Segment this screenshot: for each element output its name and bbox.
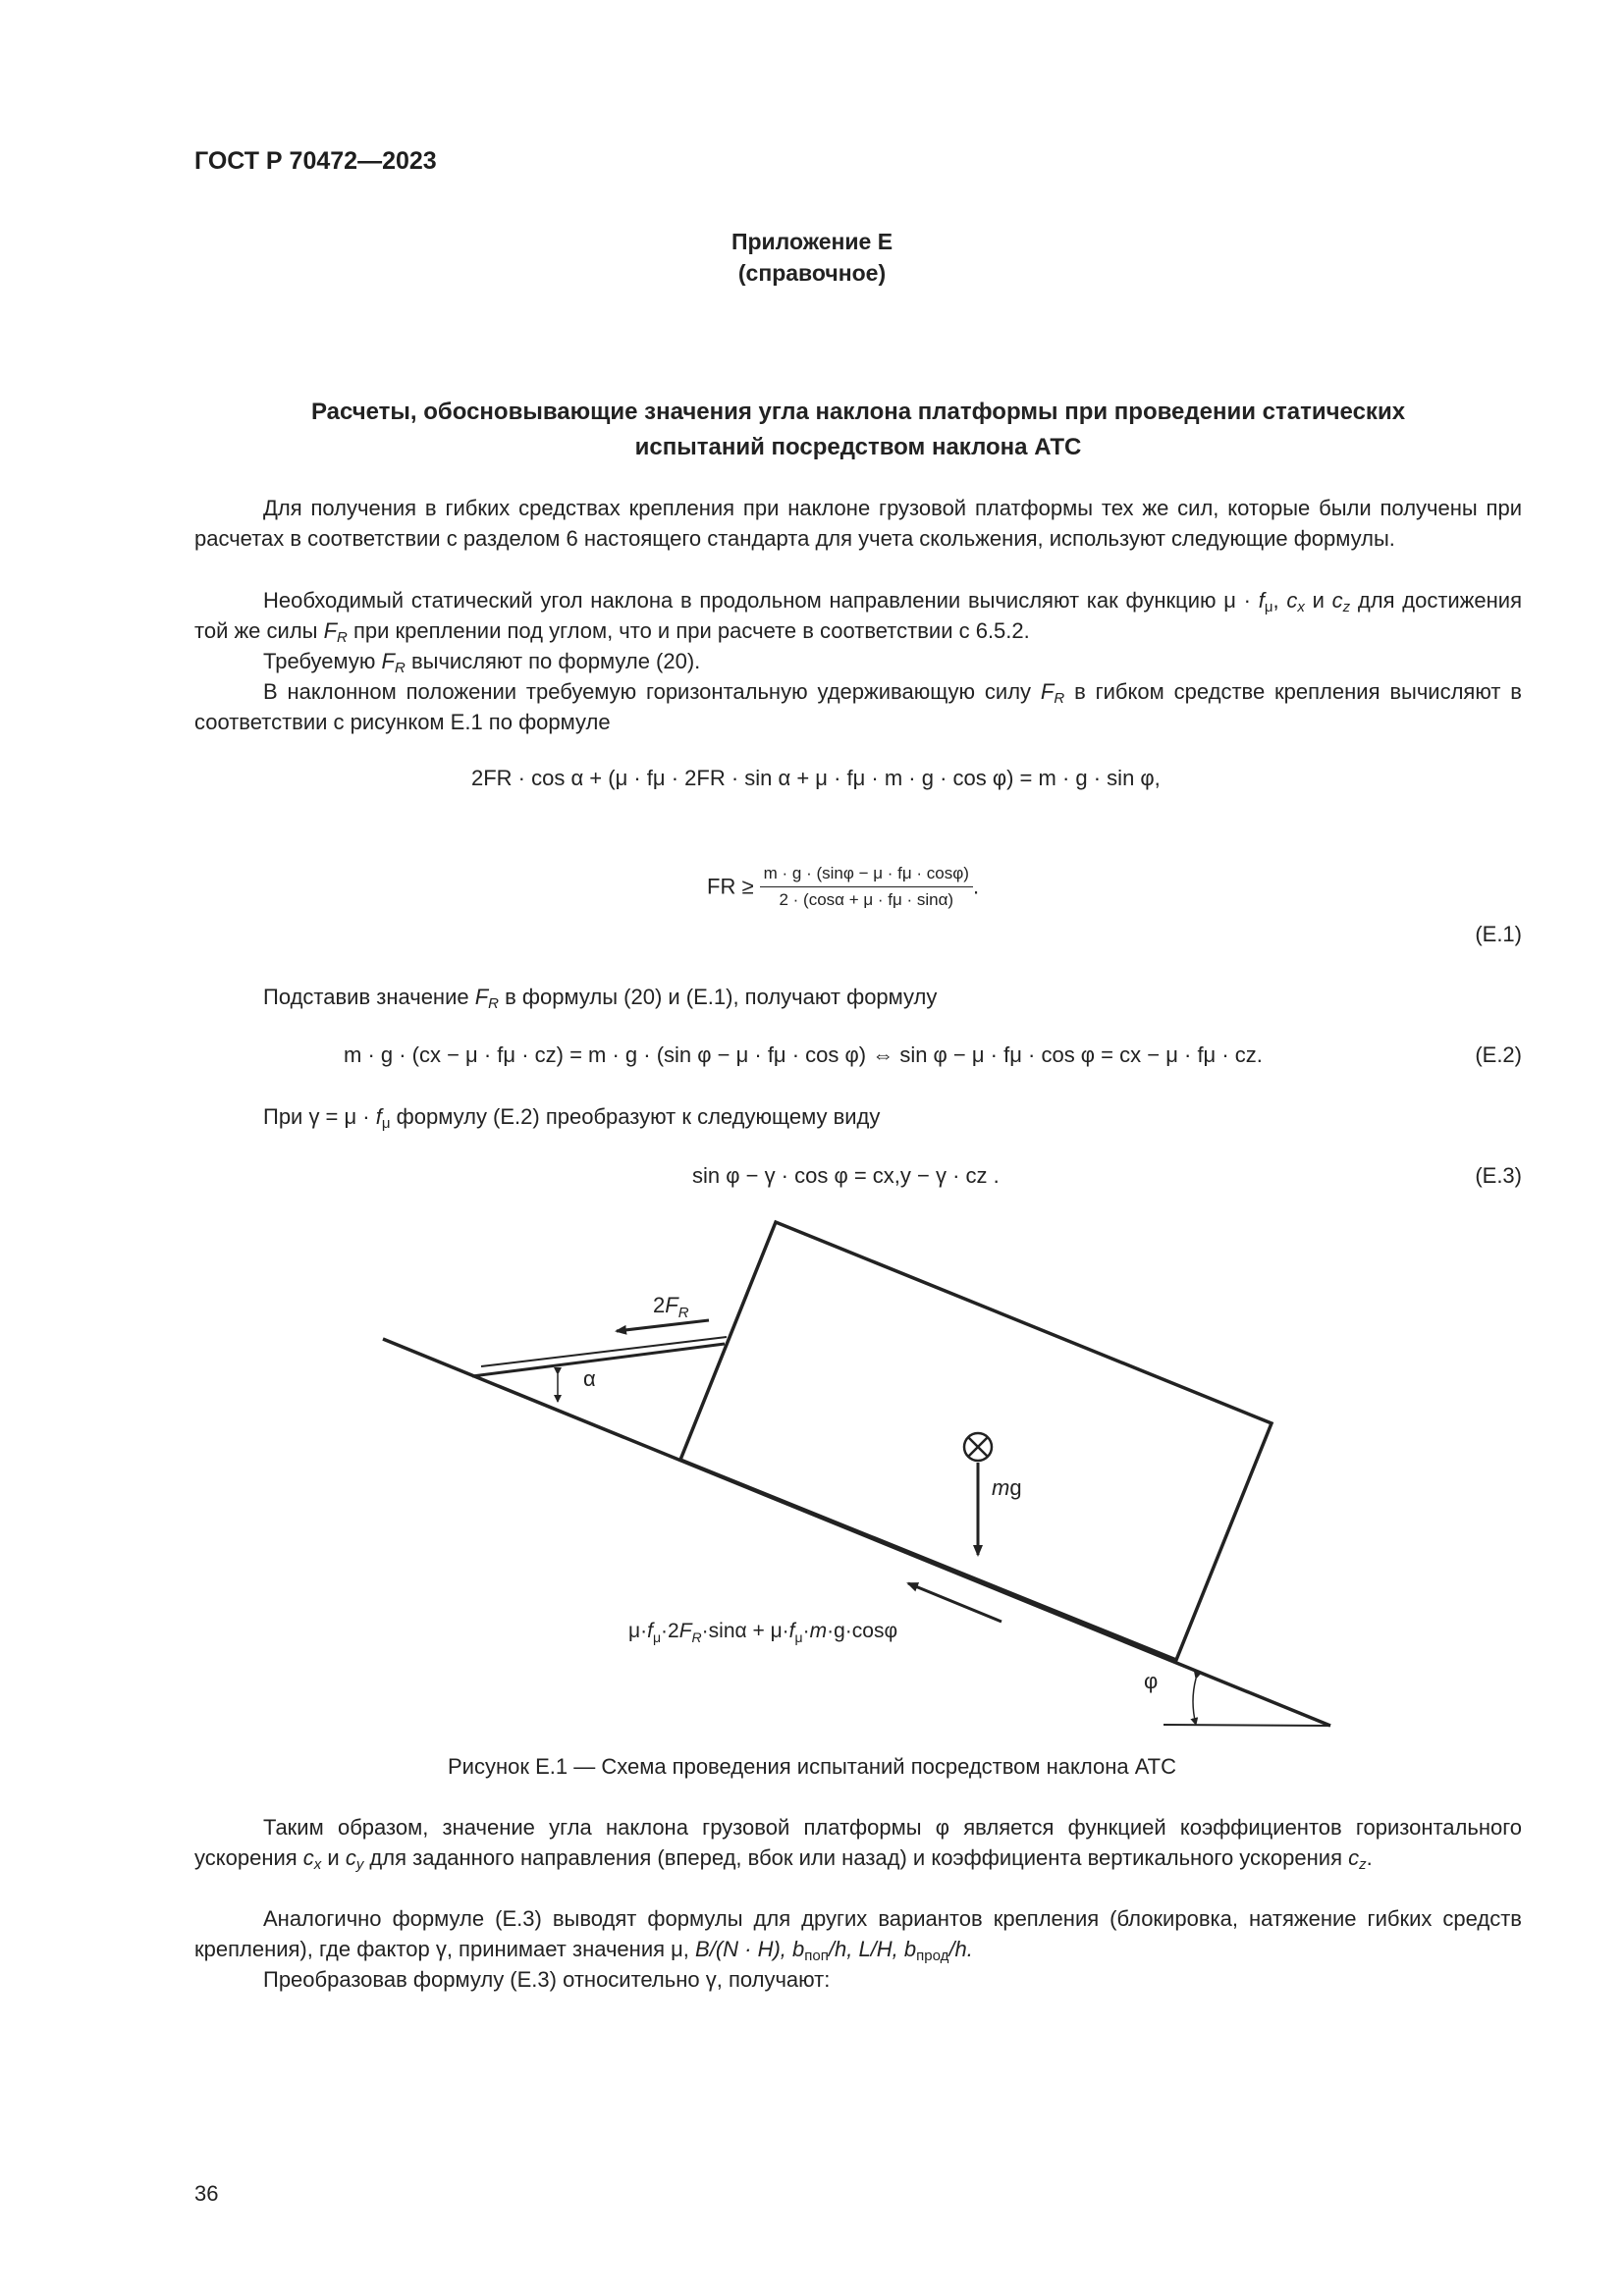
cargo-box: [680, 1222, 1272, 1660]
appendix-title: Приложение Е: [731, 229, 893, 254]
paragraph-3: Требуемую $F_R$ вычисляют по формуле (20).: [263, 649, 701, 676]
label-phi: φ: [1144, 1669, 1159, 1693]
equation-number-e1: (Е.1): [1475, 922, 1522, 946]
label-2fr: $2F_R$: [653, 1293, 689, 1321]
paragraph-6: При $\gamma = \mu \cdot f_\mu$ формулу (Е.2) преобразуют к следующему виду: [263, 1104, 881, 1132]
friction-arrow: [908, 1583, 1001, 1622]
document-code: ГОСТ Р 70472—2023: [194, 147, 437, 175]
equation-e1: FR ≥ $\frac{m \cdot g \cdot (\sin\varphi - \mu \cdot f\mu \cdot \cos\varphi)}{2 \cdot (\cos\alpha + \mu \cdot f\mu \cdot \sin\alpha)}$ .: [707, 864, 980, 909]
equation-e1-denominator: 2 · (cosα + μ · fμ · sinα): [779, 890, 954, 909]
equation-balance: 2FR · cos α + (μ · fμ · 2FR · sin α + μ · fμ · m · g · cos φ) = m · g · sin φ,: [471, 766, 1161, 790]
paragraph-5: Подставив значение $F_R$ в формулы (20) и (Е.1), получают формулу: [263, 985, 938, 1012]
appendix-subtitle: (справочное): [737, 260, 887, 286]
phi-angle-arc: [1193, 1679, 1196, 1725]
equation-e3: sin φ − γ · cos φ = cx,y − γ · cz .: [692, 1163, 1000, 1188]
label-friction: $\mu\cdot f_\mu\cdot 2F_R\cdot\sin\alpha + \mu\cdot f_\mu\cdot m\cdot g\cdot\cos\varphi$: [628, 1620, 898, 1645]
equation-number-e2: (Е.2): [1475, 1042, 1522, 1067]
section-title-line1: Расчеты, обосновывающие значения угла наклона платформы при проведении статических: [310, 399, 1406, 425]
label-mg: mg: [992, 1475, 1022, 1500]
equation-e2: m · g · (cx − μ · fμ · cz) = m · g · (sin φ − μ · fμ · cos φ) ⇔ sin φ − μ · fμ · cos φ = cx − μ · fμ · cz.: [344, 1042, 1263, 1067]
phi-horizontal: [1164, 1725, 1330, 1726]
paragraph-4: В наклонном положении требуемую горизонтальную удерживающую силу $F_R$ в гибком средстве крепления вычисляют в соответствии с рисунком Е.1 по формуле: [194, 679, 1522, 734]
equation-e1-numerator: m · g · (sinφ − μ · fμ · cosφ): [760, 864, 973, 887]
lashing-strap-upper: [481, 1337, 727, 1366]
force-2fr-arrow: [617, 1320, 709, 1331]
paragraph-1: Для получения в гибких средствах крепления при наклоне грузовой платформы тех же сил, которые были получены при расчетах в соответствии с разделом 6 настоящего стандарта для учета скольжения, используют следующие формулы.: [194, 496, 1522, 551]
lashing-strap-lower: [472, 1344, 725, 1376]
label-alpha: α: [583, 1366, 596, 1391]
page-number: 36: [194, 2181, 219, 2206]
paragraph-8: Аналогично формуле (Е.3) выводят формулы для других вариантов крепления (блокировка, натяжение гибких средств крепления), где фактор γ, принимает значения μ, B/(N · H), $b_{поп}/h$, L/H, $b_{прод}/h$.: [194, 1906, 1522, 1964]
section-title-line2: испытаний посредством наклона АТС: [634, 434, 1082, 460]
paragraph-2: Необходимый статический угол наклона в продольном направлении вычисляют как функцию $\mu \cdot f_\mu$, $c_x$ и $c_z$ для достижения той же силы $F_R$ при креплении под углом, что и при расчете в соответствии с 6.5.2.: [194, 588, 1522, 646]
equation-number-e3: (Е.3): [1475, 1163, 1522, 1188]
figure-caption: Рисунок Е.1 — Схема проведения испытаний посредством наклона АТС: [447, 1754, 1177, 1779]
equation-e1-lhs: FR ≥: [707, 874, 754, 899]
paragraph-9: Преобразовав формулу (Е.3) относительно γ, получают:: [263, 1967, 831, 1992]
paragraph-7: Таким образом, значение угла наклона грузовой платформы φ является функцией коэффициентов горизонтального ускорения $c_x$ и $c_y$ для заданного направления (вперед, вбок или назад) и коэффициента вертикального ускорения $c_z$.: [194, 1815, 1522, 1873]
